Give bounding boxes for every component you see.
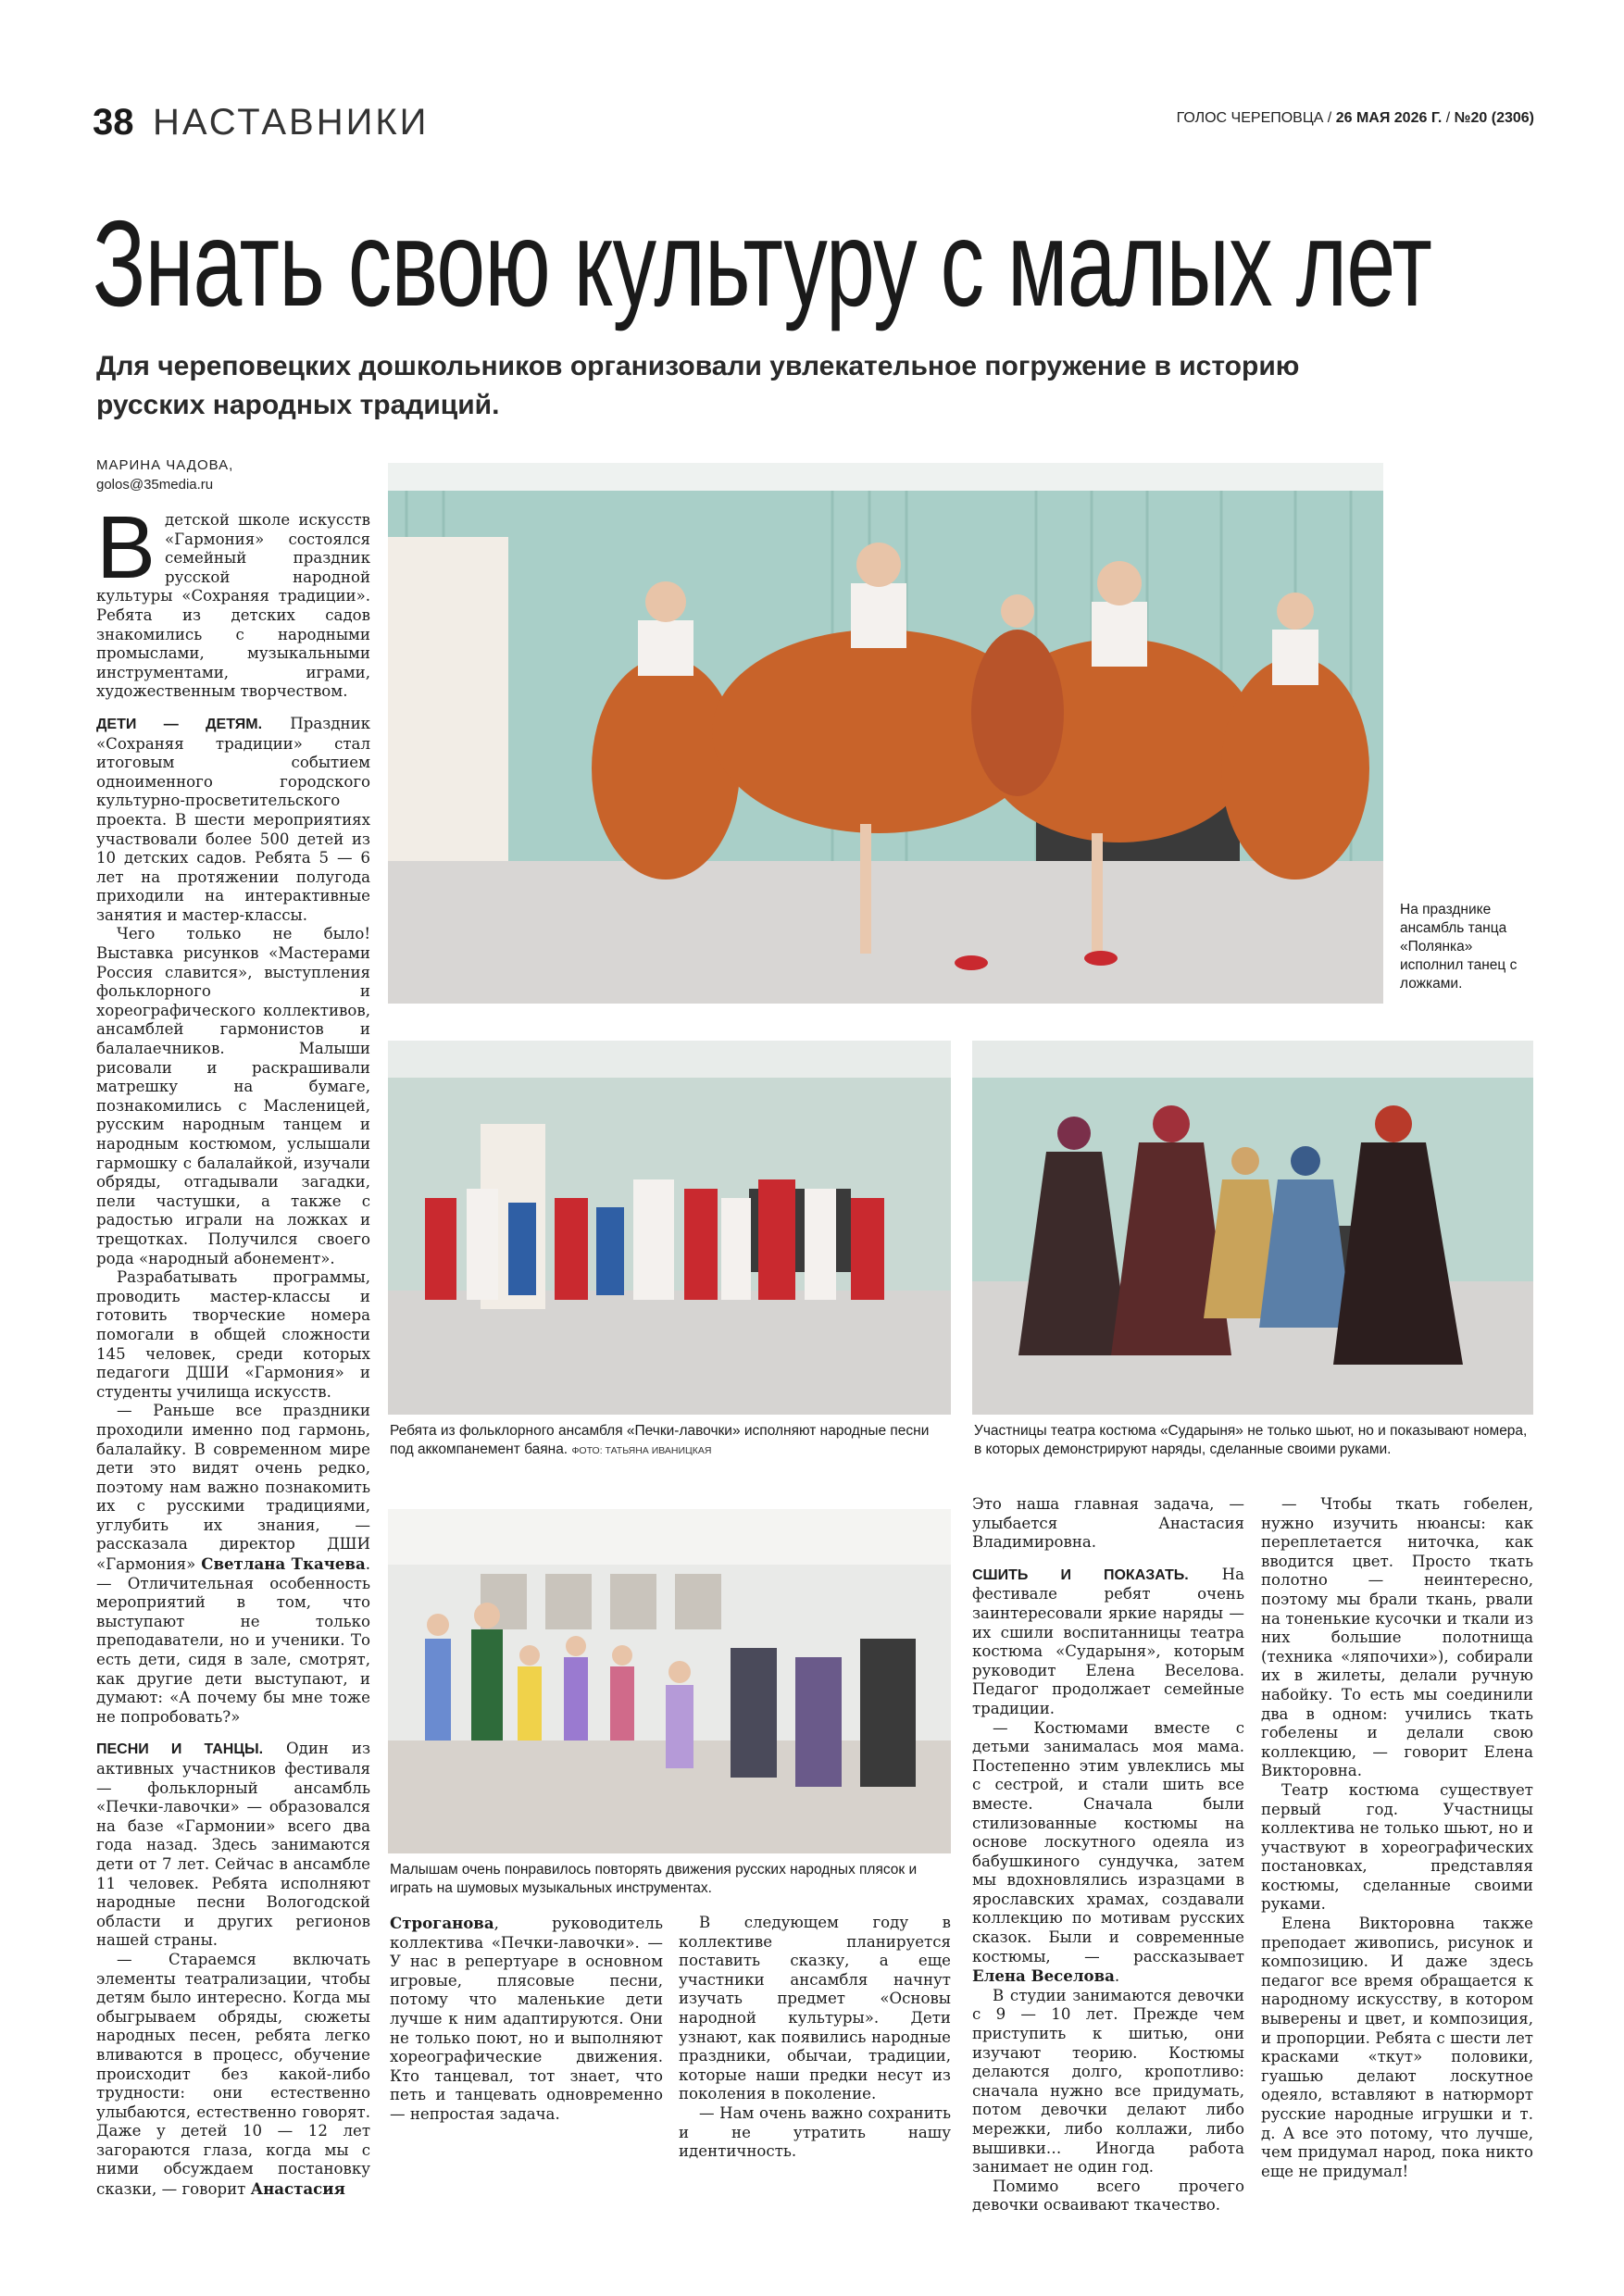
masthead: ГОЛОС ЧЕРЕПОВЦА / 26 МАЯ 2026 Г. / №20 (2306) — [1176, 110, 1534, 126]
column-1 — [96, 498, 371, 2200]
paragraph: — Стараемся включать элементы театрализации, чтобы детям было интересно. Когда мы обыгрываем обряды, сюжеты народных песен, ребята легко вливаются в процесс, обучение происходит без какой-либо трудности: они естественно улыбаются, естественно говорят. Даже у детей 10 — 12 лет загораются глаза, когда мы с ними обсуждаем постановку сказки, — говорит Анастасия — [96, 1950, 370, 2199]
column-2 — [390, 1914, 663, 2125]
issue-date: 26 МАЯ 2026 Г. — [1335, 110, 1443, 126]
caption-main-photo: На празднике ансамбль танца «Полянка» исполнил танец с ложками. — [1400, 902, 1518, 992]
paragraph: В следующем году в коллективе планируется поставить сказку, а еще участники ансамбля начнут изучать предмет «Основы народной культуры». Дети узнают, как появились народные праздники, обычаи, традиции, которые наши предки несут из поколения в поколение. — [679, 1914, 951, 2103]
paragraph: детской школе искусств «Гармония» состоялся семейный праздник русской народной культуры «Сохраняя традиции». Ребята из детских садов знакомились с народными промыслами, музыкальными инструментами, играми, художественным творчеством. — [96, 511, 370, 701]
author-email: golos@35media.ru — [96, 477, 214, 493]
photo-folk-ensemble — [388, 1041, 951, 1415]
issue-number: №20 (2306) — [1454, 110, 1534, 126]
photo-dance-ensemble — [388, 463, 1383, 1004]
paragraph: Помимо всего прочего девочки осваивают ткачество. — [972, 2177, 1244, 2215]
photo-costume-theater — [972, 1041, 1533, 1415]
paragraph: Разрабатывать программы, проводить мастер-классы и готовить творческие номера помогали в общей сложности 145 человек, среди которых педагоги ДШИ «Гармония» и студенты училища искусств. — [96, 1268, 370, 1401]
paragraph: ПЕСНИ И ТАНЦЫ. Один из активных участников фестиваля — фольклорный ансамбль «Печки-лавочки» — образовался на базе «Гармонии» всего два года назад. Здесь занимаются дети от 7 лет. Сейчас в ансамбле 11 человек. Ребята исполняют народные песни Вологодской области и других регионов нашей страны. — [96, 1740, 371, 1950]
paragraph: Это наша главная задача, — улыбается Анастасия Владимировна. — [972, 1495, 1244, 1552]
person-name: Строганова — [390, 1914, 494, 1932]
paragraph: Строганова, руководитель коллектива «Печки-лавочки». — У нас в репертуаре в основном игровые, плясовые песни, потому что маленькие дети лучше к ним адаптируются. Они не только поют, но и выполняют хореографические движения. Кто танцевал, тот знает, что петь и танцевать одновременно — непростая задача. — [390, 1914, 663, 2123]
dropcap: В — [96, 498, 156, 597]
subheading: ДЕТИ — ДЕТЯМ. — [96, 716, 263, 732]
article-lead: Для череповецких дошкольников организовали увлекательное погружение в историю русских народных традиций. — [96, 351, 1300, 420]
article-title: Знать свою культуру с малых лет — [93, 195, 1432, 331]
subheading: ПЕСНИ И ТАНЦЫ. — [96, 1741, 264, 1758]
subheading: СШИТЬ И ПОКАЗАТЬ. — [972, 1566, 1189, 1583]
paragraph: ДЕТИ — ДЕТЯМ. Праздник «Сохраняя традиции» стал итоговым событием одноименного городского культурно-просветительского проекта. В шести мероприятиях участвовали более 500 детей из 10 детских садов. Ребята 5 — 6 лет на протяжении полугода приходили на интерактивные занятия и мастер-классы. — [96, 714, 370, 924]
paragraph: Елена Викторовна также преподает живопись, рисунок и композицию. И даже здесь педагог все время обращается к народному искусству, в котором выверены и цвет, и композиция, и пропорции. Ребята с шести лет красками «ткут» половики, гуашью делают лоскутное одеяло, вставляют в натюрморт русские народные игрушки и т. д. А все это потому, что лучше, чем придумал народ, пока никто еще не придумал! — [1261, 1915, 1533, 2180]
photo-credit: ФОТО: ТАТЬЯНА ИВАНИЦКАЯ — [571, 1445, 712, 1456]
column-4 — [972, 1495, 1244, 2215]
caption-photo-2: Ребята из фольклорного ансамбля «Печки-лавочки» исполняют народные песни под аккомпанемент баяна. ФОТО: ТАТЬЯНА ИВАНИЦКАЯ — [390, 1423, 930, 1457]
caption-photo-3: Участницы театра костюма «Сударыня» не только шьют, но и показывают номера, в которых демонстрируют наряды, сделанные своими руками. — [974, 1423, 1528, 1457]
paragraph: — Чтобы ткать гобелен, нужно изучить нюансы: как переплетается ниточка, как вводится цвет. Просто ткать полотно — неинтересно, поэтому мы брали ткань, рвали на тоненькие кусочки и ткали из них большие полотнища (техника «ляпочихи»), собирали их в жилеты, делали ручную набойку. То есть мы соединили два в одном: учились ткать гобелены и делали свою коллекцию, — говорит Елена Викторовна. — [1261, 1495, 1533, 1780]
paragraph: — Раньше все праздники проходили именно под гармонь, балалайку. В современном мире дети это видят очень редко, поэтому нам важно познакомить их с русскими традициями, углубить их знания, — рассказала директор ДШИ «Гармония» Светлана Ткачева. — Отличительная особенность мероприятий в том, что выступают не только преподаватели, но и ученики. То есть дети, сидя в зале, смотрят, как другие дети выступают, и думают: «А почему бы мне тоже не попробовать?» — [96, 1402, 370, 1726]
section-rubric: НАСТАВНИКИ — [153, 102, 430, 143]
author-name: МАРИНА ЧАДОВА, — [96, 457, 234, 473]
paragraph: СШИТЬ И ПОКАЗАТЬ. На фестивале ребят очень заинтересовали яркие наряды — их сшили воспитанницы театра костюма «Сударыня», которым руководит Елена Веселова. Педагог продолжает семейные традиции. — [972, 1565, 1244, 1717]
column-5 — [1261, 1495, 1533, 2181]
person-name: Анастасия — [250, 2179, 345, 2199]
page-number: 38 — [93, 102, 134, 143]
publication-name: ГОЛОС ЧЕРЕПОВЦА — [1176, 110, 1324, 126]
paragraph: — Нам очень важно сохранить и не утратить нашу идентичность. — [679, 2103, 951, 2161]
person-name: Елена Веселова — [972, 1966, 1115, 1986]
photo-children-dancing — [388, 1509, 951, 1853]
paragraph: — Костюмами вместе с детьми занималась моя мама. Постепенно этим увлеклись мы с сестрой, и стали шить все вместе. Сначала были стилизованные костюмы на основе лоскутного одеяла из бабушкиного сундучка, затем мы вдохновлялись изразцами в ярославских храмах, создавали коллекцию по мотивам русских сказок. Были и современные костюмы, — рассказывает Елена Веселова. — [972, 1718, 1244, 1986]
paragraph: В студии занимаются девочки с 9 — 10 лет. Прежде чем приступить к шитью, они изучают теорию. Костюмы делаются долго, кропотливо: сначала нужно все придумать, потом девочки делают либо мережки, либо коллажи, либо вышивки… Иногда работа занимает не один год. — [972, 1986, 1244, 2177]
person-name: Светлана Ткачева — [201, 1554, 366, 1574]
column-3 — [679, 1914, 951, 2162]
caption-photo-4: Малышам очень понравилось повторять движения русских народных плясок и играть на шумовых музыкальных инструментах. — [390, 1862, 918, 1896]
paragraph: Театр костюма существует первый год. Участницы коллектива не только шьют, но и участвуют в хореографических постановках, представляя костюмы, сделанные своими руками. — [1261, 1780, 1533, 1914]
paragraph: Чего только не было! Выставка рисунков «Мастерами Россия славится», выступления фольклорного и хореографического коллективов, ансамблей гармонистов и балалаечников. Малыши рисовали и раскрашивали матрешку на бумаге, познакомились с Масленицей, русским народным танцем и народным костюмом, услышали гармошку с балалайкой, изучали обряды, отгадывали загадки, пели частушки, а также с радостью играли на ложках и трещотках. Получился своего рода «народный абонемент». — [96, 925, 370, 1267]
